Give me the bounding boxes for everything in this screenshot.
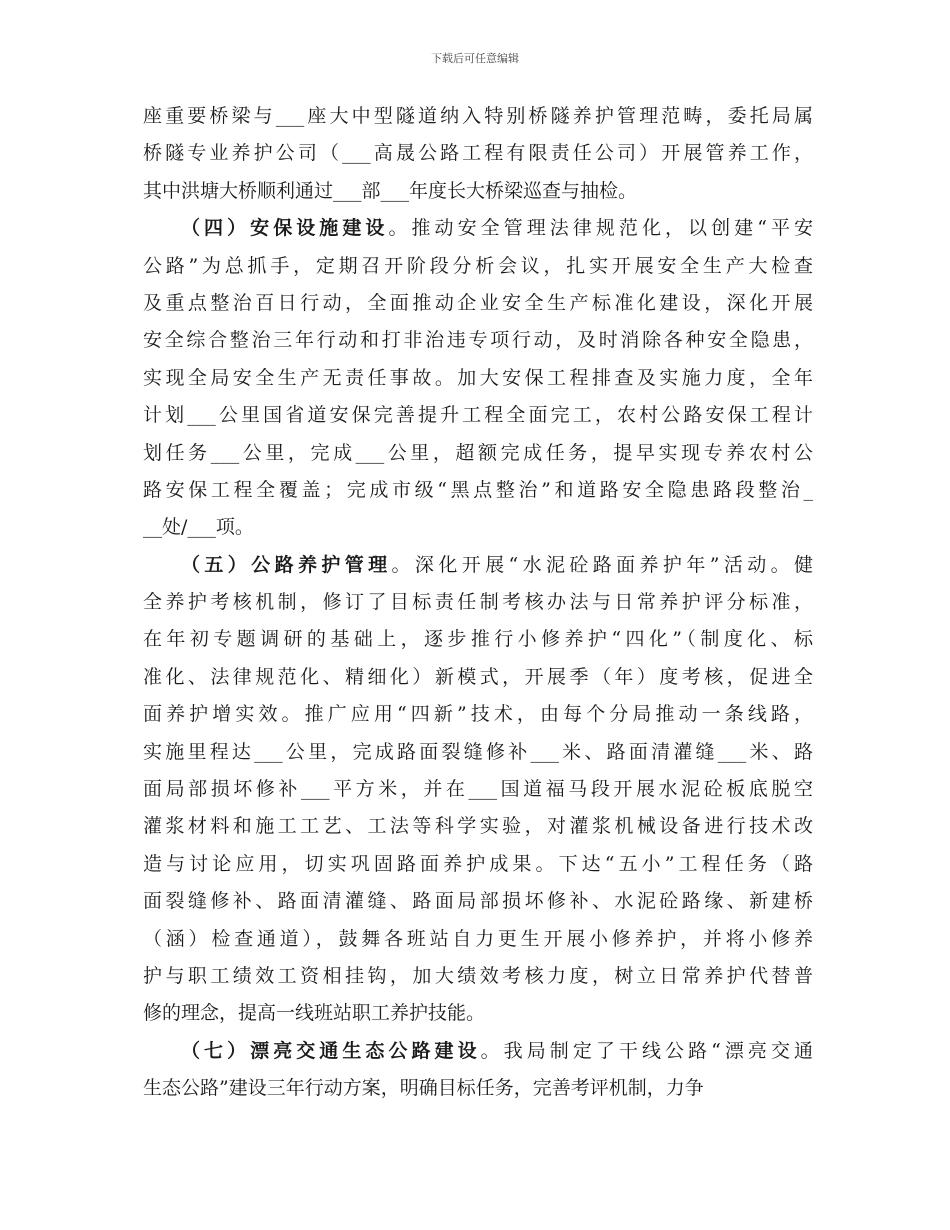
line-text: 造与讨论应用，切实巩固路面养护成果。下达“五小”工程任务（路 xyxy=(143,852,813,875)
document-body xyxy=(143,98,813,1108)
text-line xyxy=(143,958,813,995)
line-text: 灌浆材料和施工工艺、工法等科学实验，对灌浆机械设备进行技术改 xyxy=(143,815,813,838)
line-text: 安全综合整治三年行动和打非治违专项行动，及时消除各种安全隐患， xyxy=(143,329,813,352)
line-text: 修的理念，提高一线班站职工养护技能。 xyxy=(143,1002,486,1025)
text-line xyxy=(143,509,813,546)
line-text: 座重要桥梁与___座大中型隧道纳入特别桥隧养护管理范畴，委托局属 xyxy=(143,105,813,127)
section-heading: （四）安保设施建设 xyxy=(181,217,389,240)
line-text: 及重点整治百日行动，全面推动企业安全生产标准化建设，深化开展 xyxy=(143,291,813,314)
line-text: 。推动安全管理法律规范化，以创建“平安 xyxy=(388,217,813,240)
line-text: 面裂缝修补、路面清灌缝、路面局部损坏修补、水泥砼路缘、新建桥 xyxy=(143,890,813,913)
text-line xyxy=(143,696,813,733)
line-text: 在年初专题调研的基础上，逐步推行小修养护“四化”（制度化、标 xyxy=(143,628,813,651)
line-text: 准化、法律规范化、精细化）新模式，开展季（年）度考核，促进全 xyxy=(143,665,813,688)
text-line xyxy=(143,397,813,434)
line-text: 生态公路”建设三年行动方案，明确目标任务，完善考评机制，力争 xyxy=(143,1077,704,1100)
section-heading: （七）漂亮交通生态公路建设 xyxy=(181,1039,481,1062)
text-line xyxy=(143,1033,813,1070)
text-line xyxy=(143,621,813,658)
text-line xyxy=(143,659,813,696)
text-line xyxy=(143,734,813,771)
line-text: 实施里程达___公里，完成路面裂缝修补___米、路面清灌缝___米、路 xyxy=(143,740,813,763)
line-text: 全养护考核机制，修订了目标责任制考核办法与日常养护评分标准， xyxy=(143,591,813,614)
line-text: 计划___公里国省道安保完善提升工程全面完工，农村公路安保工程计 xyxy=(143,404,813,427)
text-line xyxy=(143,921,813,958)
text-line xyxy=(143,360,813,397)
text-line xyxy=(143,995,813,1032)
line-text: 面局部损坏修补___平方米，并在___国道福马段开展水泥砼板底脱空 xyxy=(143,778,813,801)
line-text: 。我局制定了干线公路“漂亮交通 xyxy=(480,1039,813,1062)
text-line xyxy=(143,1070,813,1107)
paragraph xyxy=(143,210,813,547)
text-line xyxy=(143,322,813,359)
line-text: 实现全局安全生产无责任事故。加大安保工程排查及实施力度，全年 xyxy=(143,366,813,389)
paragraph xyxy=(143,547,813,1033)
text-line xyxy=(143,771,813,808)
line-text: 护与职工绩效工资相挂钩，加大绩效考核力度，树立日常养护代替普 xyxy=(143,964,813,987)
section-heading: （五）公路养护管理 xyxy=(181,553,392,576)
text-line xyxy=(143,210,813,247)
line-text: 其中洪塘大桥顺利通过___部___年度长大桥梁巡查与抽检。 xyxy=(143,179,638,202)
paragraph xyxy=(143,1033,813,1108)
line-text: __处/___项。 xyxy=(143,516,254,539)
line-text: 划任务___公里，完成___公里，超额完成任务，提早实现专养农村公 xyxy=(143,441,813,464)
text-line xyxy=(143,808,813,845)
paragraph xyxy=(143,98,813,210)
text-line xyxy=(143,547,813,584)
line-text: 面养护增实效。推广应用“四新”技术，由每个分局推动一条线路， xyxy=(143,703,813,726)
text-line xyxy=(143,472,813,509)
line-text: 。深化开展“水泥砼路面养护年”活动。健 xyxy=(391,553,813,576)
text-line xyxy=(143,846,813,883)
text-line xyxy=(143,584,813,621)
page-header: 下载后可任意编辑 xyxy=(431,52,519,65)
text-line xyxy=(143,135,813,172)
text-line xyxy=(143,285,813,322)
text-line xyxy=(143,883,813,920)
text-line xyxy=(143,435,813,472)
text-line xyxy=(143,173,813,210)
text-line xyxy=(143,98,813,135)
text-line xyxy=(143,248,813,285)
line-text: 公路”为总抓手，定期召开阶段分析会议，扎实开展安全生产大检查 xyxy=(143,254,813,277)
line-text: （涵）检查通道），鼓舞各班站自力更生开展小修养护，并将小修养 xyxy=(143,927,813,950)
line-text: 路安保工程全覆盖；完成市级“黑点整治”和道路安全隐患路段整治_ xyxy=(143,478,813,501)
line-text: 桥隧专业养护公司（___高晟公路工程有限责任公司）开展管养工作， xyxy=(143,142,813,165)
